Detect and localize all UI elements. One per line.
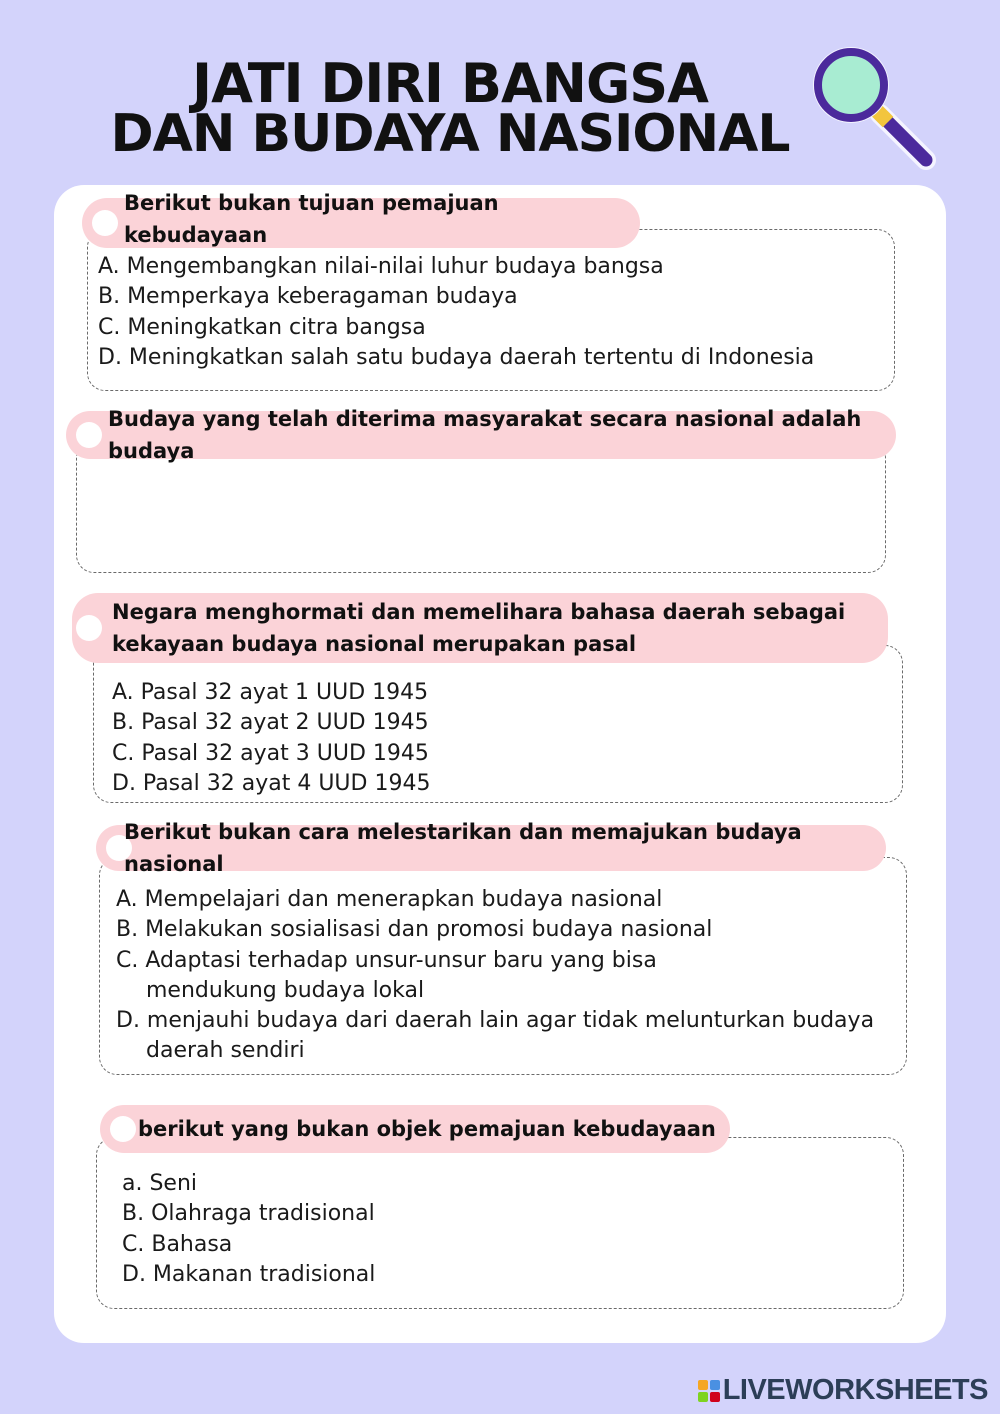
question-3 [72, 593, 888, 663]
radio-dot [92, 210, 118, 236]
options-list-1 [98, 252, 814, 373]
question-4-text: Berikut bukan cara melestarikan dan memajukan budaya nasional [124, 820, 802, 876]
option[interactable]: B. Melakukan sosialisasi dan promosi budaya nasional [116, 917, 713, 943]
question-2 [66, 407, 896, 463]
question-1-text: Berikut bukan tujuan pemajuan kebudayaan [124, 191, 499, 247]
option[interactable]: D. Meningkatkan salah satu budaya daerah tertentu di Indonesia [98, 344, 815, 370]
question-3-text [112, 596, 874, 660]
liveworksheets-logo-icon [698, 1380, 720, 1402]
question-5-text: berikut yang bukan objek pemajuan kebudayaan [138, 1117, 716, 1141]
question-5 [100, 1105, 730, 1153]
options-list-3 [112, 678, 430, 799]
option[interactable]: A. Pasal 32 ayat 1 UUD 1945 [112, 680, 429, 705]
option[interactable]: A. Mengembangkan nilai-nilai luhur budaya bangsa [98, 254, 664, 279]
option[interactable]: a. Seni [122, 1171, 198, 1196]
question-2-text: Budaya yang telah diterima masyarakat secara nasional adalah budaya [108, 407, 862, 463]
option[interactable]: B. Olahraga tradisional [122, 1201, 375, 1227]
option[interactable]: D. Makanan tradisional [122, 1261, 376, 1287]
option[interactable]: D. Pasal 32 ayat 4 UUD 1945 [112, 770, 431, 796]
title-emphasis: BUDAYA NASIONAL [251, 104, 790, 164]
question-1 [82, 191, 640, 248]
magnifying-glass-icon [808, 42, 938, 172]
option[interactable]: B. Pasal 32 ayat 2 UUD 1945 [112, 710, 429, 736]
question-4 [96, 820, 886, 876]
option[interactable]: D. menjauhi budaya dari daerah lain agar tidak melunturkan budaya daerah sendiri [116, 1008, 875, 1064]
options-list-5 [122, 1169, 375, 1290]
radio-dot [110, 1116, 136, 1142]
option[interactable]: C. Bahasa [122, 1231, 233, 1257]
option[interactable]: C. Meningkatkan citra bangsa [98, 314, 426, 340]
radio-dot [76, 615, 102, 641]
question-3-line-1: Negara menghormati dan memelihara bahasa daerah sebagai [112, 600, 846, 624]
option[interactable]: C. Pasal 32 ayat 3 UUD 1945 [112, 740, 429, 766]
liveworksheets-brand[interactable] [698, 1374, 988, 1406]
title-prefix: DAN [110, 104, 252, 164]
options-list-4 [116, 885, 886, 1067]
radio-dot [76, 422, 102, 448]
option[interactable]: C. Adaptasi terhadap unsur-unsur baru yang bisa mendukung budaya lokal [116, 947, 657, 1003]
page-title-line-2 [0, 104, 900, 164]
brand-text: LIVEWORKSHEETS [722, 1374, 988, 1406]
page-title-line-1: JATI DIRI BANGSA [192, 52, 708, 115]
option[interactable]: B. Memperkaya keberagaman budaya [98, 284, 518, 310]
option[interactable]: A. Mempelajari dan menerapkan budaya nasional [116, 887, 663, 912]
question-3-line-2: kekayaan budaya nasional merupakan pasal [112, 632, 637, 656]
